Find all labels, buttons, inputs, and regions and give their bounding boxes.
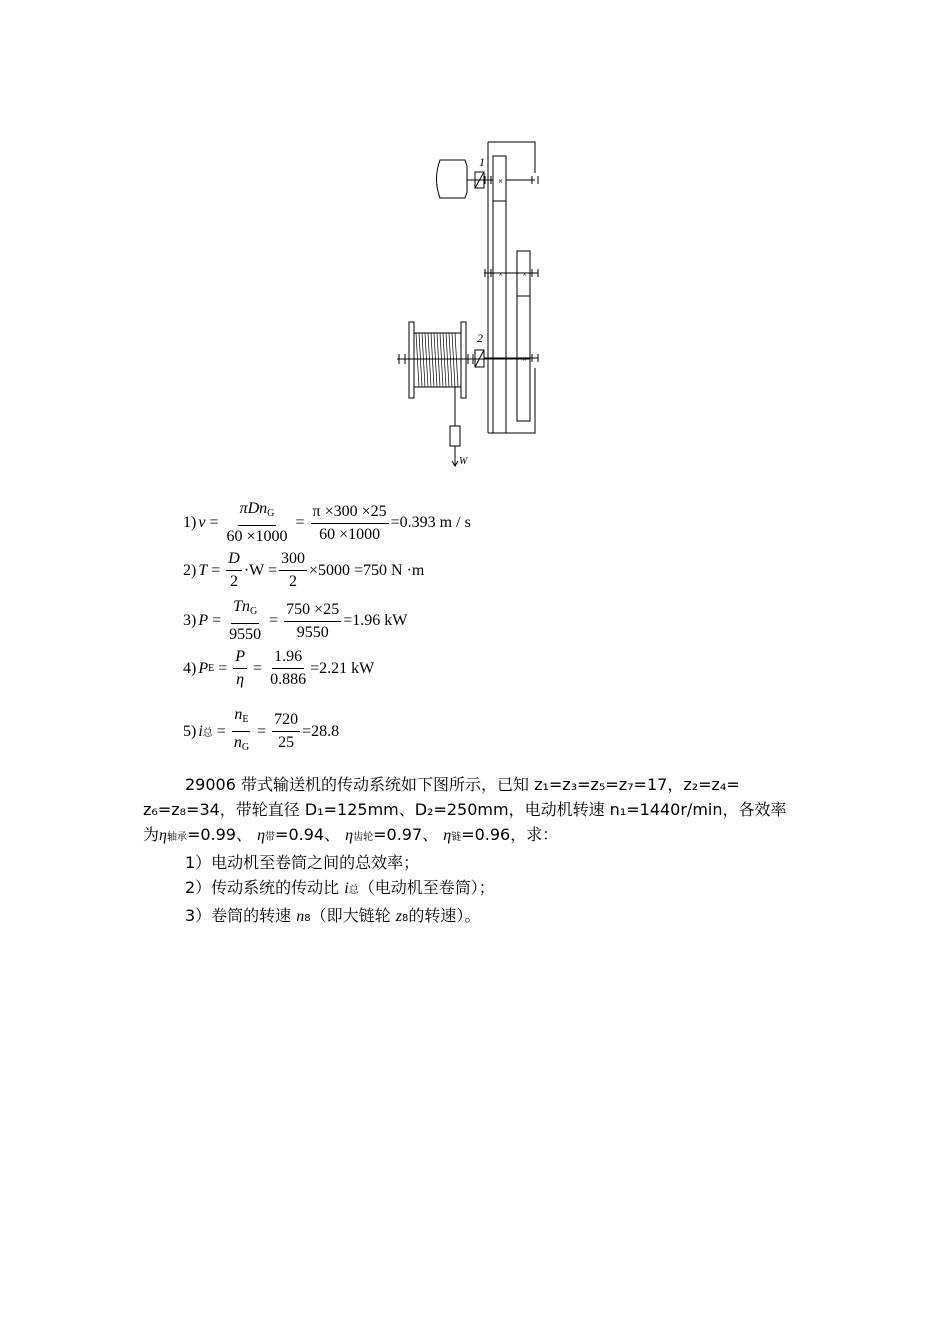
- problem-line-1: 29006 带式输送机的传动系统如下图所示，已知 z₁=z₃=z₅=z₇=17，z₂=z₄=: [185, 775, 740, 794]
- load-block: [450, 426, 460, 446]
- svg-text:×: ×: [522, 271, 528, 278]
- fraction: $\frac{P}{\eta}$: [235, 648, 246, 688]
- svg-text:×: ×: [498, 271, 504, 278]
- formula-2: 2) T = $\frac{D}{2}$ ·W = $\frac{300}{2}$ ×5000 =750 N ·m: [183, 550, 425, 590]
- fraction: $\frac{750 \times 25}{9550}$: [286, 600, 340, 641]
- fraction: $\frac{300}{2}$: [281, 550, 305, 590]
- formula-4: 4) P E = $\frac{P}{\eta}$ = $\frac{1.96}{0.886}$ =2.21 kW: [183, 648, 375, 688]
- question-3: 3）卷筒的转速 n8（即大链轮 z8的转速）。: [185, 906, 481, 925]
- transmission-diagram: [395, 128, 555, 473]
- drum-flange-left: [409, 322, 414, 398]
- svg-text:×: ×: [498, 178, 504, 185]
- question-1: 1）电动机至卷筒之间的总效率；: [185, 853, 420, 872]
- fraction: $\frac{Tn_G}{9550}$: [229, 598, 262, 643]
- formula-5: 5) i 总 = $\frac{n_E}{n_G}$ = $\frac{720}{25}$ =28.8: [183, 706, 339, 757]
- label-w: W: [459, 456, 468, 467]
- problem-line-3: 为η轴承=0.99、 η带=0.94、 η齿轮=0.97、 η链=0.96，求：: [143, 825, 559, 844]
- fraction: $\frac{\pi \times 300 \times 25}{60 \times 1000}$: [312, 502, 387, 543]
- fraction: $\frac{720}{25}$: [274, 711, 299, 751]
- question-2: 2）传动系统的传动比 i总（电动机至卷筒）；: [185, 878, 495, 897]
- formula-1: 1) v = $\frac{\pi Dn_G}{60 \times 1000}$ = $\frac{\pi \times 300 \times 25}{60 \times 1000}$ =0.393 m / s: [183, 500, 471, 545]
- formula-3: 3) P = $\frac{Tn_G}{9550}$ = $\frac{750 \times 25}{9550}$ =1.96 kW: [183, 598, 408, 643]
- fraction: $\frac{1.96}{0.886}$: [270, 648, 307, 688]
- fraction: $\frac{n_E}{n_G}$: [233, 706, 250, 753]
- problem-line-2: z₆=z₈=34，带轮直径 D₁=125mm、D₂=250mm，电动机转速 n₁=1440r/min，各效率: [143, 800, 787, 819]
- motor-body: [437, 160, 468, 198]
- problem-29006: [143, 772, 813, 931]
- fraction: $\frac{\pi Dn_G}{60 \times 1000}$: [226, 500, 288, 545]
- fraction: $\frac{D}{2}$: [228, 550, 240, 590]
- label-1: 1: [479, 155, 485, 169]
- gear-2: [493, 201, 506, 433]
- svg-text:×: ×: [522, 356, 528, 363]
- label-2: 2: [477, 331, 483, 345]
- drum-flange-right: [461, 322, 466, 398]
